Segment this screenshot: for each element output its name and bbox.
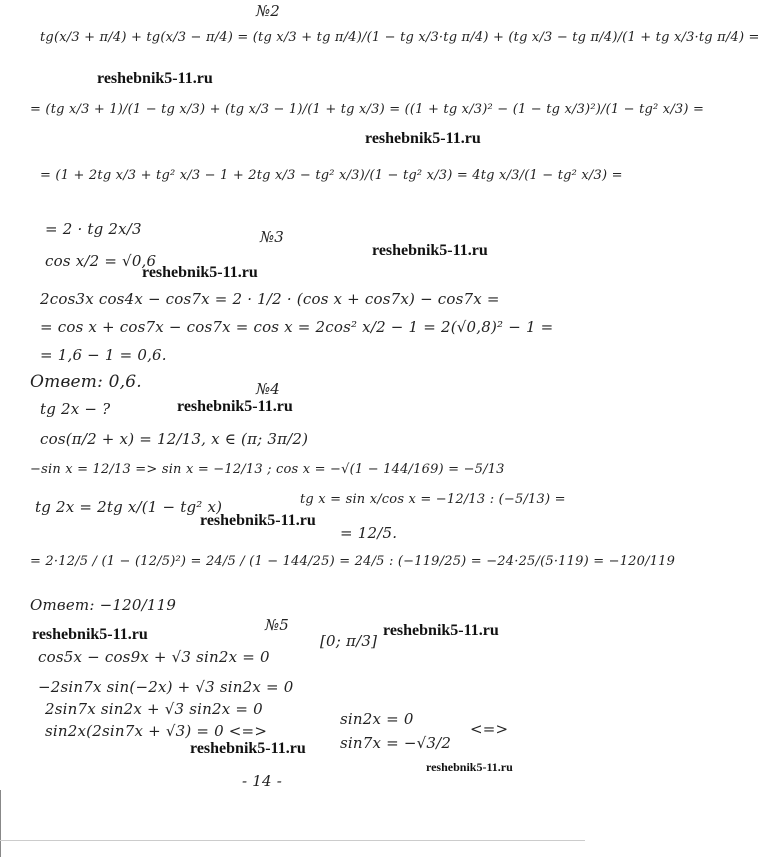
line-20: −2sin7x sin(−2x) + √3 sin2x = 0 (38, 678, 294, 696)
line-23: sin2x = 0 (340, 710, 414, 728)
line-4: = 2 · tg 2x/3 (45, 220, 142, 238)
problem-number-4: №4 (256, 380, 280, 398)
line-15: = 12/5. (340, 524, 398, 542)
line-19: [0; π/3] (320, 632, 378, 650)
line-17: Ответ: −120/119 (30, 596, 177, 614)
page-bottom-edge (0, 840, 585, 841)
watermark: reshebnik5-11.ru (177, 398, 293, 415)
line-8: = 1,6 − 1 = 0,6. (40, 346, 167, 364)
watermark: reshebnik5-11.ru (383, 622, 499, 639)
line-13: tg 2x = 2tg x/(1 − tg² x) (35, 498, 223, 516)
line-2: = (tg x/3 + 1)/(1 − tg x/3) + (tg x/3 − 1)/(1 + tg x/3) = ((1 + tg x/3)² − (1 − tg x/3)²)/(1 − tg² x/3) = (30, 102, 705, 117)
line-24: sin7x = −√3/2 (340, 734, 452, 752)
problem-number-3: №3 (260, 228, 284, 246)
line-6: 2cos3x cos4x − cos7x = 2 · 1/2 · (cos x + cos7x) − cos7x = (40, 290, 500, 308)
line-12: −sin x = 12/13 => sin x = −12/13 ; cos x = −√(1 − 144/169) = −5/13 (30, 462, 505, 477)
problem-number-5: №5 (265, 616, 289, 634)
line-25: <=> (470, 720, 509, 738)
watermark: reshebnik5-11.ru (32, 626, 148, 643)
watermark: reshebnik5-11.ru (200, 512, 316, 529)
line-18: cos5x − cos9x + √3 sin2x = 0 (38, 648, 270, 666)
page-margin-line (0, 790, 7, 857)
line-22: sin2x(2sin7x + √3) = 0 <=> (45, 722, 268, 740)
watermark: reshebnik5-11.ru (372, 242, 488, 259)
page-number: - 14 - (242, 772, 282, 790)
line-9: Ответ: 0,6. (30, 372, 142, 392)
watermark: reshebnik5-11.ru (426, 760, 513, 774)
line-16: = 2·12/5 / (1 − (12/5)²) = 24/5 / (1 − 144/25) = 24/5 : (−119/25) = −24·25/(5·119) = −120/119 (30, 554, 676, 569)
watermark: reshebnik5-11.ru (190, 740, 306, 757)
line-21: 2sin7x sin2x + √3 sin2x = 0 (45, 700, 263, 718)
line-7: = cos x + cos7x − cos7x = cos x = 2cos² x/2 − 1 = 2(√0,8)² − 1 = (40, 318, 554, 336)
line-1: tg(x/3 + π/4) + tg(x/3 − π/4) = (tg x/3 + tg π/4)/(1 − tg x/3·tg π/4) + (tg x/3 − tg π/4)/(1 + tg x/3·tg π/4) = (40, 30, 760, 45)
watermark: reshebnik5-11.ru (142, 264, 258, 281)
line-10: tg 2x − ? (40, 400, 111, 418)
line-3: = (1 + 2tg x/3 + tg² x/3 − 1 + 2tg x/3 − tg² x/3)/(1 − tg² x/3) = 4tg x/3/(1 − tg² x/3) = (40, 168, 623, 183)
watermark: reshebnik5-11.ru (97, 70, 213, 87)
problem-number-2: №2 (256, 2, 280, 20)
line-14: tg x = sin x/cos x = −12/13 : (−5/13) = (300, 492, 566, 507)
line-11: cos(π/2 + x) = 12/13, x ∈ (π; 3π/2) (40, 430, 309, 448)
watermark: reshebnik5-11.ru (365, 130, 481, 147)
line-5: cos x/2 = √0,6 (45, 252, 157, 270)
